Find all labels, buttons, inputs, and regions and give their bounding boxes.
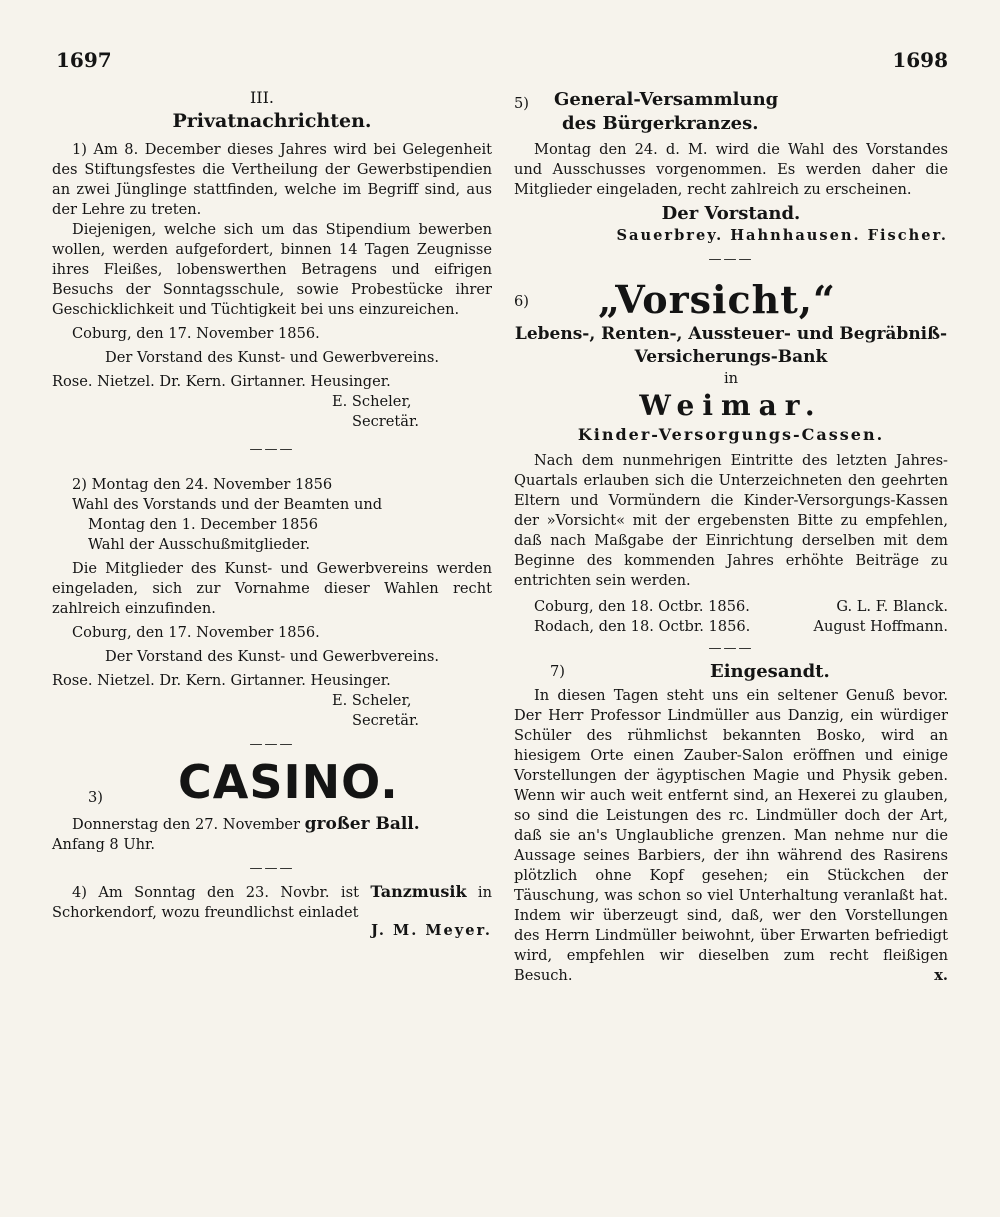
section-title: Privatnachrichten. bbox=[172, 110, 372, 132]
notice-1-sig-name: E. Scheler, bbox=[332, 393, 412, 410]
notice-4-para: 4) Am Sonntag den 23. Novbr. ist Tanzmusik in Schorkendorf, wozu freundlichst einladet bbox=[52, 882, 492, 921]
notice-5-names: Sauerbrey. Hahnhausen. Fischer. bbox=[616, 227, 948, 244]
page-number-left: 1697 bbox=[56, 48, 112, 72]
notice-1-date: Coburg, den 17. November 1856. bbox=[72, 325, 320, 342]
notice-6-number: 6) bbox=[514, 293, 529, 310]
notice-6-subtitle: Lebens-, Renten-, Aussteuer- und Begräbniß-Versicherungs-Bank bbox=[514, 324, 948, 367]
divider: ——— bbox=[708, 641, 754, 656]
notice-6-dept: Kinder-Versorgungs-Cassen. bbox=[577, 425, 885, 444]
notice-6 bbox=[514, 277, 948, 656]
divider: ——— bbox=[708, 252, 754, 267]
notice-3-line-2: Anfang 8 Uhr. bbox=[52, 836, 156, 853]
notice-7-para: In diesen Tagen steht uns ein seltener Genuß bevor. Der Herr Professor Lindmüller aus Danzig, ein würdiger Schüler des rühmlichst bekannten Bosko, wird an hiesigem Orte einen Zauber-Salon eröffnen und einige Vorstellungen der ägyptischen Magie und Physik geben. Wenn wir auch weit entfernt sind, an Hexerei zu glauben, so sind die Leistungen des rc. Lindmüller doch der Art, daß sie an's Unglaubliche grenzen. Man nehme nur die Aussage seines Barbiers, der ihn während des Rasirens plötzlich ohne Kopf gesehen; ein Stückchen der Täuschung, was schon so viel Unterhaltung veranlaßt hat. Indem wir überzeugt sind, daß, wer den Vorstellungen des Herrn Lindmüller beiwohnt, über Erwarten befriedigt wird, empfehlen wir dieselben zum recht fleißigen Besuch. bbox=[514, 687, 948, 984]
notice-2-line-2: Wahl des Vorstands und der Beamten und bbox=[72, 496, 383, 513]
notice-3-line-1: Donnerstag den 27. November großer Ball. bbox=[72, 814, 420, 834]
notice-1-para-1: 1) Am 8. December dieses Jahres wird bei Gelegenheit des Stiftungsfestes die Vertheilung der Gewerbstipendien an zwei Jünglinge stattfinden, welche im Begriff sind, aus der Lehre zu treten. bbox=[52, 141, 492, 218]
notice-2-sig-name: E. Scheler, bbox=[332, 692, 412, 709]
notice-2 bbox=[52, 475, 492, 752]
notice-6-sig-2: Rodach, den 18. Octbr. 1856. August Hoffmann. bbox=[534, 618, 948, 635]
notice-6-para: Nach dem nunmehrigen Eintritte des letzten Jahres-Quartals erlauben sich die Unterzeichneten den geehrten Eltern und Vormündern die Kinder-Versorgungs-Kassen der »Vorsicht« mit der ergebensten Bitte zu empfehlen, daß nach Maßgabe der Einrichtung derselben mit dem Beginne des kommenden Jahres erhöhte Beiträge zu entrichten sein werden. bbox=[514, 452, 948, 589]
notice-2-sig-title: Secretär. bbox=[352, 712, 419, 729]
notice-2-date: Coburg, den 17. November 1856. bbox=[72, 624, 320, 641]
notice-5-para: Montag den 24. d. M. wird die Wahl des Vorstandes und Ausschusses vorgenommen. Es werden daher die Mitglieder eingeladen, recht zahlreich zu erscheinen. bbox=[514, 141, 948, 198]
divider: ——— bbox=[249, 737, 295, 752]
notice-4-signature: J. M. Meyer. bbox=[371, 922, 492, 939]
notice-1-para-2: Diejenigen, welche sich um das Stipendium bewerben wollen, werden aufgefordert, binnen 14 Tagen Zeugnisse ihres Fleißes, lobenswerthen Betragens und eifrigen Besuchs der Sonntagsschule, sowie Probestücke ihrer Geschicklichkeit und Tüchtigkeit bei uns einzureichen. bbox=[52, 221, 492, 318]
notice-6-in: in bbox=[723, 370, 739, 387]
notice-3 bbox=[52, 756, 492, 876]
notice-1-names: Rose. Nietzel. Dr. Kern. Girtanner. Heusinger. bbox=[52, 373, 391, 390]
casino-title: CASINO. bbox=[178, 755, 399, 809]
notice-6-sig-1: Coburg, den 18. Octbr. 1856. G. L. F. Blanck. bbox=[534, 598, 948, 615]
notice-2-line-1: 2) Montag den 24. November 1856 bbox=[72, 476, 333, 493]
notice-1 bbox=[52, 140, 492, 457]
vorsicht-title: „Vorsicht,“ bbox=[598, 277, 836, 322]
notice-1-org: Der Vorstand des Kunst- und Gewerbvereins. bbox=[105, 349, 439, 366]
notice-5-title-2: des Bürgerkranzes. bbox=[562, 113, 759, 134]
notice-5-title-1: General-Versammlung bbox=[554, 89, 779, 110]
notice-5 bbox=[514, 88, 948, 267]
divider: ——— bbox=[249, 442, 295, 457]
notice-2-line-3: Montag den 1. December 1856 bbox=[88, 516, 318, 533]
right-column bbox=[514, 88, 948, 986]
page-number-right: 1698 bbox=[892, 48, 948, 72]
notice-7-signature: x. bbox=[934, 967, 948, 984]
notice-7 bbox=[514, 660, 948, 986]
notice-5-number: 5) bbox=[514, 95, 529, 112]
notice-7-number: 7) bbox=[550, 663, 565, 680]
notice-5-sig-title: Der Vorstand. bbox=[661, 203, 801, 224]
notice-2-line-4: Wahl der Ausschußmitglieder. bbox=[88, 536, 311, 553]
divider: ——— bbox=[249, 861, 295, 876]
notice-2-names: Rose. Nietzel. Dr. Kern. Girtanner. Heusinger. bbox=[52, 672, 391, 689]
section-number: III. bbox=[249, 88, 275, 107]
notice-1-sig-title: Secretär. bbox=[352, 413, 419, 430]
left-column bbox=[52, 88, 492, 941]
notice-2-org: Der Vorstand des Kunst- und Gewerbvereins. bbox=[105, 648, 439, 665]
notice-7-title: Eingesandt. bbox=[710, 661, 830, 682]
notice-4 bbox=[52, 882, 492, 941]
notice-6-city: Weimar. bbox=[639, 389, 823, 422]
notice-2-para: Die Mitglieder des Kunst- und Gewerbvereins werden eingeladen, sich zur Vornahme dieser Wahlen recht zahlreich einzufinden. bbox=[52, 560, 492, 617]
notice-3-number: 3) bbox=[88, 789, 103, 806]
